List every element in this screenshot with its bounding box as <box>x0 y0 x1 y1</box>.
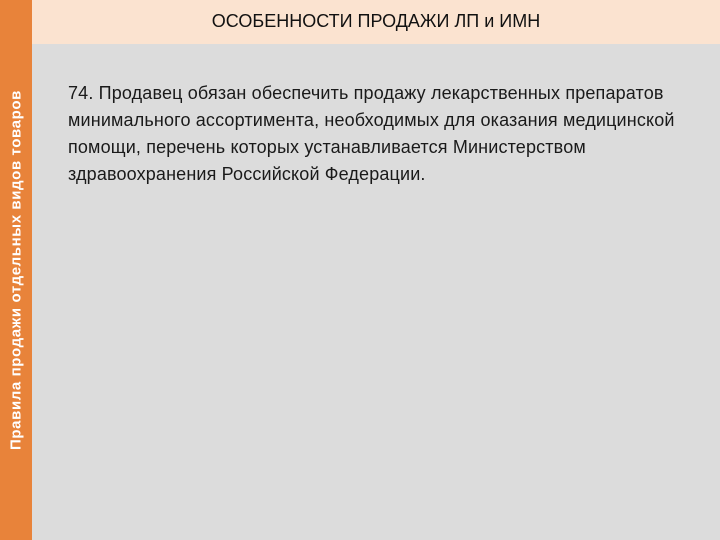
body-paragraph: 74. Продавец обязан обеспечить продажу лекарственных препаратов минимального ассортимента, необходимых для оказания медицинской помощи, перечень которых устанавливается Министерством здравоохранения Российской Федерации. <box>68 83 675 184</box>
vertical-section-title: Правила продажи отдельных видов товаров <box>7 90 25 450</box>
slide-title: ОСОБЕННОСТИ ПРОДАЖИ ЛП и ИМН <box>211 10 541 31</box>
slide-header <box>32 0 720 44</box>
slide-content <box>68 80 693 188</box>
side-accent-bar <box>0 0 32 540</box>
